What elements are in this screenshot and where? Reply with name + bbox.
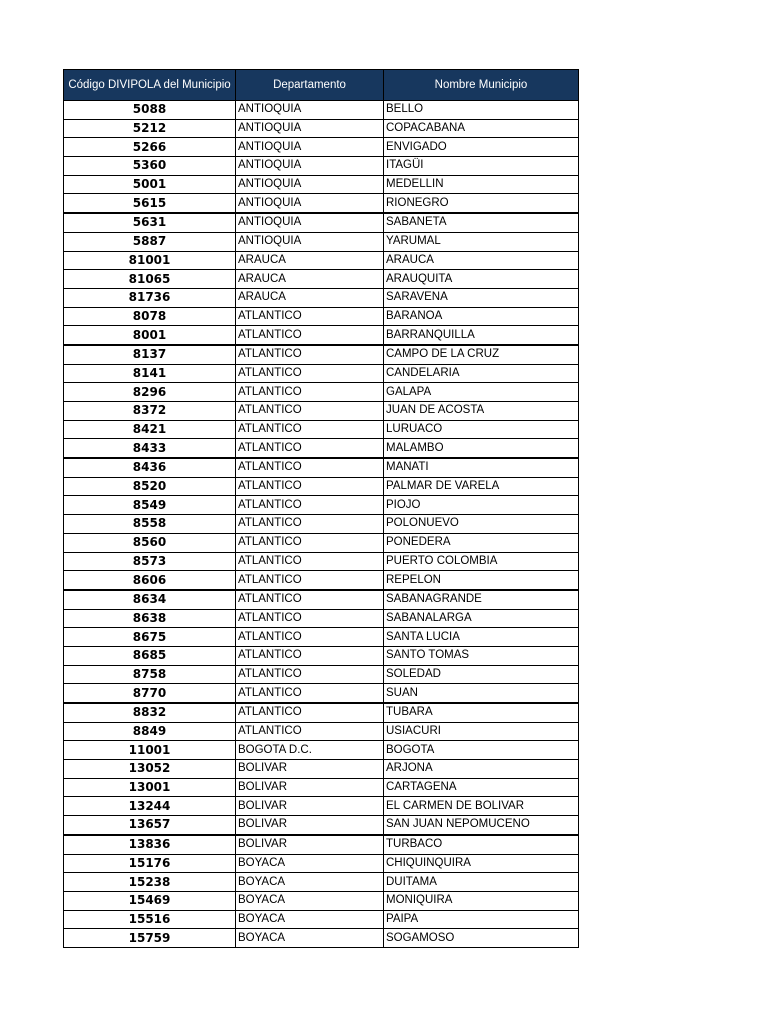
cell-code: 81065 bbox=[64, 270, 236, 289]
cell-department: BOYACA bbox=[236, 929, 384, 948]
cell-department: ATLANTICO bbox=[236, 364, 384, 383]
cell-municipality: MONIQUIRA bbox=[384, 891, 579, 910]
cell-municipality: ARJONA bbox=[384, 760, 579, 779]
cell-code: 15176 bbox=[64, 854, 236, 873]
cell-municipality: PALMAR DE VARELA bbox=[384, 477, 579, 496]
cell-department: ARAUCA bbox=[236, 288, 384, 307]
table-body bbox=[64, 101, 579, 948]
header-department: Departamento bbox=[236, 70, 384, 101]
cell-municipality: TURBACO bbox=[384, 835, 579, 854]
cell-code: 8758 bbox=[64, 665, 236, 684]
cell-code: 8372 bbox=[64, 402, 236, 421]
table-row bbox=[64, 703, 579, 722]
cell-department: ARAUCA bbox=[236, 251, 384, 270]
table-row bbox=[64, 835, 579, 854]
cell-code: 5615 bbox=[64, 194, 236, 213]
cell-department: ANTIOQUIA bbox=[236, 232, 384, 251]
cell-department: ATLANTICO bbox=[236, 533, 384, 552]
cell-department: ATLANTICO bbox=[236, 684, 384, 703]
cell-municipality: CANDELARIA bbox=[384, 364, 579, 383]
table-row bbox=[64, 213, 579, 232]
table-row bbox=[64, 194, 579, 213]
cell-municipality: SABANALARGA bbox=[384, 609, 579, 628]
cell-municipality: SANTA LUCIA bbox=[384, 628, 579, 647]
table-row bbox=[64, 778, 579, 797]
cell-department: BOLIVAR bbox=[236, 816, 384, 835]
cell-code: 13244 bbox=[64, 797, 236, 816]
cell-code: 8685 bbox=[64, 646, 236, 665]
cell-municipality: PONEDERA bbox=[384, 533, 579, 552]
table-row bbox=[64, 741, 579, 760]
cell-department: ANTIOQUIA bbox=[236, 157, 384, 176]
cell-code: 81001 bbox=[64, 251, 236, 270]
cell-municipality: MANATI bbox=[384, 458, 579, 477]
table-row bbox=[64, 101, 579, 120]
cell-municipality: BARRANQUILLA bbox=[384, 326, 579, 345]
cell-code: 8770 bbox=[64, 684, 236, 703]
cell-municipality: RIONEGRO bbox=[384, 194, 579, 213]
table-row bbox=[64, 552, 579, 571]
cell-municipality: ARAUCA bbox=[384, 251, 579, 270]
table-row bbox=[64, 722, 579, 741]
cell-department: BOYACA bbox=[236, 891, 384, 910]
cell-municipality: POLONUEVO bbox=[384, 515, 579, 534]
cell-municipality: DUITAMA bbox=[384, 873, 579, 892]
cell-municipality: PAIPA bbox=[384, 910, 579, 929]
table-row bbox=[64, 816, 579, 835]
cell-code: 8520 bbox=[64, 477, 236, 496]
table-row bbox=[64, 157, 579, 176]
cell-municipality: TUBARA bbox=[384, 703, 579, 722]
cell-department: BOLIVAR bbox=[236, 760, 384, 779]
cell-code: 13657 bbox=[64, 816, 236, 835]
cell-department: BOYACA bbox=[236, 873, 384, 892]
cell-code: 8573 bbox=[64, 552, 236, 571]
cell-department: ATLANTICO bbox=[236, 515, 384, 534]
cell-department: ANTIOQUIA bbox=[236, 119, 384, 138]
cell-code: 8634 bbox=[64, 590, 236, 609]
municipality-table bbox=[63, 69, 579, 948]
cell-code: 15238 bbox=[64, 873, 236, 892]
cell-municipality: REPELON bbox=[384, 571, 579, 590]
cell-department: BOLIVAR bbox=[236, 797, 384, 816]
header-code: Código DIVIPOLA del Municipio bbox=[64, 70, 236, 101]
cell-department: ATLANTICO bbox=[236, 703, 384, 722]
table-row bbox=[64, 684, 579, 703]
cell-department: ATLANTICO bbox=[236, 722, 384, 741]
cell-department: ATLANTICO bbox=[236, 552, 384, 571]
cell-department: BOYACA bbox=[236, 910, 384, 929]
table-row bbox=[64, 590, 579, 609]
cell-code: 5887 bbox=[64, 232, 236, 251]
cell-code: 8832 bbox=[64, 703, 236, 722]
table-row bbox=[64, 854, 579, 873]
cell-department: ATLANTICO bbox=[236, 420, 384, 439]
cell-code: 8421 bbox=[64, 420, 236, 439]
table-row bbox=[64, 345, 579, 364]
cell-department: ATLANTICO bbox=[236, 458, 384, 477]
cell-department: BOYACA bbox=[236, 854, 384, 873]
cell-code: 8001 bbox=[64, 326, 236, 345]
table-row bbox=[64, 910, 579, 929]
cell-municipality: SAN JUAN NEPOMUCENO bbox=[384, 816, 579, 835]
cell-municipality: SOLEDAD bbox=[384, 665, 579, 684]
cell-municipality: ITAGÜI bbox=[384, 157, 579, 176]
table-row bbox=[64, 402, 579, 421]
cell-municipality: SANTO TOMAS bbox=[384, 646, 579, 665]
cell-municipality: MEDELLIN bbox=[384, 175, 579, 194]
municipality-sheet bbox=[63, 69, 578, 948]
cell-department: ATLANTICO bbox=[236, 590, 384, 609]
table-row bbox=[64, 571, 579, 590]
cell-department: ATLANTICO bbox=[236, 665, 384, 684]
cell-code: 5088 bbox=[64, 101, 236, 120]
cell-municipality: USIACURI bbox=[384, 722, 579, 741]
cell-code: 8849 bbox=[64, 722, 236, 741]
cell-department: ANTIOQUIA bbox=[236, 175, 384, 194]
table-row bbox=[64, 420, 579, 439]
table-row bbox=[64, 364, 579, 383]
cell-code: 8558 bbox=[64, 515, 236, 534]
cell-municipality: CHIQUINQUIRA bbox=[384, 854, 579, 873]
cell-code: 8675 bbox=[64, 628, 236, 647]
cell-department: ATLANTICO bbox=[236, 402, 384, 421]
cell-code: 8141 bbox=[64, 364, 236, 383]
cell-department: ATLANTICO bbox=[236, 571, 384, 590]
cell-code: 81736 bbox=[64, 288, 236, 307]
cell-department: ANTIOQUIA bbox=[236, 213, 384, 232]
table-row bbox=[64, 609, 579, 628]
cell-department: ATLANTICO bbox=[236, 307, 384, 326]
cell-department: ATLANTICO bbox=[236, 345, 384, 364]
table-row bbox=[64, 307, 579, 326]
table-row bbox=[64, 891, 579, 910]
table-row bbox=[64, 646, 579, 665]
table-row bbox=[64, 138, 579, 157]
cell-municipality: GALAPA bbox=[384, 383, 579, 402]
cell-code: 8296 bbox=[64, 383, 236, 402]
cell-code: 8078 bbox=[64, 307, 236, 326]
cell-department: ATLANTICO bbox=[236, 326, 384, 345]
table-row bbox=[64, 439, 579, 458]
cell-department: BOLIVAR bbox=[236, 778, 384, 797]
cell-department: ATLANTICO bbox=[236, 383, 384, 402]
table-row bbox=[64, 119, 579, 138]
table-row bbox=[64, 232, 579, 251]
cell-code: 8436 bbox=[64, 458, 236, 477]
table-row bbox=[64, 326, 579, 345]
table-row bbox=[64, 515, 579, 534]
cell-municipality: BOGOTA bbox=[384, 741, 579, 760]
cell-code: 15759 bbox=[64, 929, 236, 948]
cell-code: 8560 bbox=[64, 533, 236, 552]
cell-code: 15469 bbox=[64, 891, 236, 910]
cell-municipality: LURUACO bbox=[384, 420, 579, 439]
table-row bbox=[64, 251, 579, 270]
table-row bbox=[64, 929, 579, 948]
cell-municipality: ENVIGADO bbox=[384, 138, 579, 157]
cell-code: 5266 bbox=[64, 138, 236, 157]
cell-department: ANTIOQUIA bbox=[236, 138, 384, 157]
table-row bbox=[64, 628, 579, 647]
table-row bbox=[64, 175, 579, 194]
cell-department: ATLANTICO bbox=[236, 609, 384, 628]
table-row bbox=[64, 288, 579, 307]
cell-code: 15516 bbox=[64, 910, 236, 929]
cell-department: ATLANTICO bbox=[236, 628, 384, 647]
cell-municipality: COPACABANA bbox=[384, 119, 579, 138]
cell-municipality: SARAVENA bbox=[384, 288, 579, 307]
cell-code: 5001 bbox=[64, 175, 236, 194]
cell-code: 13001 bbox=[64, 778, 236, 797]
table-row bbox=[64, 458, 579, 477]
cell-code: 8137 bbox=[64, 345, 236, 364]
cell-municipality: PIOJO bbox=[384, 496, 579, 515]
cell-department: ATLANTICO bbox=[236, 477, 384, 496]
cell-code: 8433 bbox=[64, 439, 236, 458]
cell-municipality: SOGAMOSO bbox=[384, 929, 579, 948]
cell-municipality: CARTAGENA bbox=[384, 778, 579, 797]
cell-municipality: BARANOA bbox=[384, 307, 579, 326]
table-row bbox=[64, 477, 579, 496]
cell-department: BOLIVAR bbox=[236, 835, 384, 854]
cell-department: ATLANTICO bbox=[236, 646, 384, 665]
cell-municipality: SUAN bbox=[384, 684, 579, 703]
cell-code: 13052 bbox=[64, 760, 236, 779]
cell-municipality: YARUMAL bbox=[384, 232, 579, 251]
cell-municipality: BELLO bbox=[384, 101, 579, 120]
cell-municipality: MALAMBO bbox=[384, 439, 579, 458]
cell-municipality: SABANETA bbox=[384, 213, 579, 232]
cell-code: 5212 bbox=[64, 119, 236, 138]
cell-department: BOGOTA D.C. bbox=[236, 741, 384, 760]
cell-code: 11001 bbox=[64, 741, 236, 760]
cell-code: 5631 bbox=[64, 213, 236, 232]
cell-code: 13836 bbox=[64, 835, 236, 854]
cell-municipality: CAMPO DE LA CRUZ bbox=[384, 345, 579, 364]
table-row bbox=[64, 383, 579, 402]
table-row bbox=[64, 873, 579, 892]
table-row bbox=[64, 797, 579, 816]
cell-code: 8606 bbox=[64, 571, 236, 590]
cell-department: ARAUCA bbox=[236, 270, 384, 289]
cell-department: ANTIOQUIA bbox=[236, 194, 384, 213]
cell-code: 8549 bbox=[64, 496, 236, 515]
cell-municipality: PUERTO COLOMBIA bbox=[384, 552, 579, 571]
cell-municipality: JUAN DE ACOSTA bbox=[384, 402, 579, 421]
cell-municipality: SABANAGRANDE bbox=[384, 590, 579, 609]
cell-department: ATLANTICO bbox=[236, 496, 384, 515]
cell-code: 8638 bbox=[64, 609, 236, 628]
cell-code: 5360 bbox=[64, 157, 236, 176]
cell-department: ANTIOQUIA bbox=[236, 101, 384, 120]
cell-municipality: EL CARMEN DE BOLIVAR bbox=[384, 797, 579, 816]
table-row bbox=[64, 270, 579, 289]
table-row bbox=[64, 496, 579, 515]
table-row bbox=[64, 760, 579, 779]
table-header-row bbox=[64, 70, 579, 101]
cell-municipality: ARAUQUITA bbox=[384, 270, 579, 289]
table-row bbox=[64, 665, 579, 684]
cell-department: ATLANTICO bbox=[236, 439, 384, 458]
table-row bbox=[64, 533, 579, 552]
header-municipality: Nombre Municipio bbox=[384, 70, 579, 101]
